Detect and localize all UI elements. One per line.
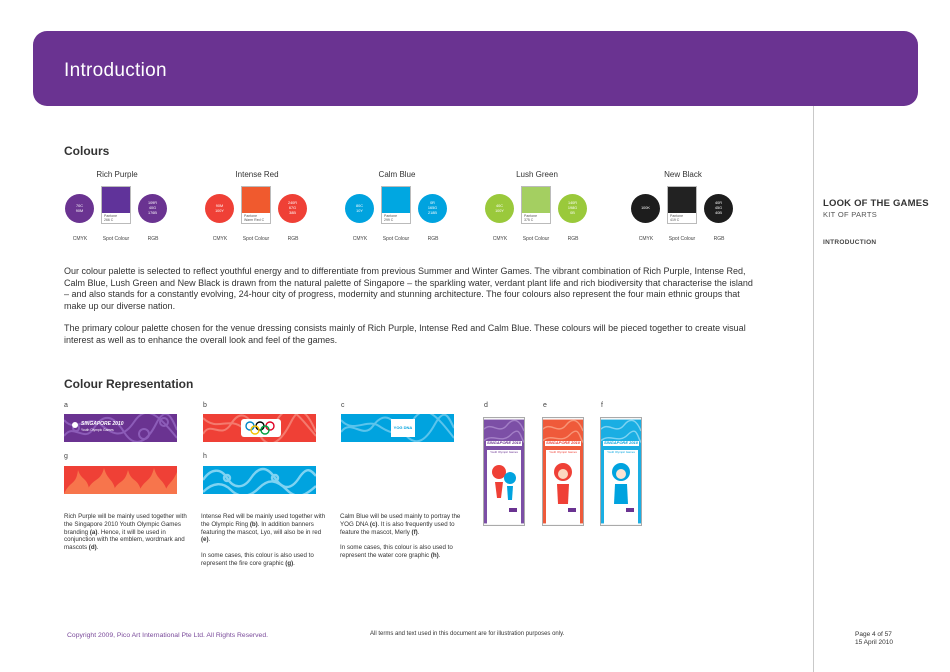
blue-yog-dna-banner <box>341 414 454 442</box>
purple-mascot-banner <box>483 417 525 526</box>
rgb-label: RGB <box>567 236 579 242</box>
red-olympic-rings-banner <box>203 414 316 442</box>
page-number: Page 4 of 57 <box>855 631 892 638</box>
document-date: 15 April 2010 <box>855 639 893 646</box>
colour-name: Intense Red <box>235 170 279 179</box>
rgb-label: RGB <box>147 236 159 242</box>
vertical-banner-d-title: SINGAPORE 2010 <box>486 440 521 445</box>
colour-representation-heading: Colour Representation <box>64 377 194 391</box>
colour-group-calm-blue <box>345 170 465 245</box>
rgb-circle: 0R 165G 218B <box>418 194 447 223</box>
caption-intense-red: Intense Red will be mainly used together with the Olympic Ring (b). In addition banners featuring the mascot, Lyo, will also be in red (e). In some cases, this colour is also used to represent the fire core graphic (g). <box>201 513 326 567</box>
colour-name: Rich Purple <box>96 170 138 179</box>
colour-group-intense-red <box>205 170 325 245</box>
pantone-label: Pantone Warm Red C <box>244 214 265 223</box>
cmyk-label: CMYK <box>638 236 654 242</box>
rgb-circle: 240R 67G 38B <box>278 194 307 223</box>
sidebar-subtitle: KIT OF PARTS <box>823 210 878 219</box>
spot-colour-swatch <box>241 186 271 224</box>
caption-calm-blue: Calm Blue will be used mainly to portray the YOG DNA (c). It is also frequently used to feature the mascot, Merly (f). In some cases, this colour is also used to represent the water core graphic (h). <box>340 513 461 559</box>
cmyk-circle: 70C 90M <box>65 194 94 223</box>
cmyk-label: CMYK <box>352 236 368 242</box>
rgb-circle: 109R 40G 176B <box>138 194 167 223</box>
merly-mascot-icon <box>604 454 638 524</box>
colours-heading: Colours <box>64 144 110 158</box>
spot-colour-label: Spot Colour <box>102 236 130 242</box>
swatch-fill <box>668 187 696 213</box>
swatch-fill <box>242 187 270 213</box>
caption-rich-purple: Rich Purple will be mainly used together with the Singapore 2010 Youth Olympic Games branding (a). Hence, it will be used in conjunction with the emblem, wordmark and mascots (d). <box>64 513 187 552</box>
blue-mascot-banner <box>600 417 642 526</box>
spot-colour-swatch <box>667 186 697 224</box>
mascot-icon <box>487 454 521 524</box>
page-title: Introduction <box>64 60 167 81</box>
label-c: c <box>341 402 345 409</box>
cmyk-circle: 40C 100Y <box>485 194 514 223</box>
fire-core-graphic <box>64 466 177 494</box>
banner-a-wordmark: SINGAPORE 2010 <box>81 421 124 427</box>
header-bar <box>33 31 918 106</box>
label-f: f <box>601 402 603 409</box>
cmyk-circle: 80C 10Y <box>345 194 374 223</box>
label-g: g <box>64 453 68 460</box>
label-a: a <box>64 402 68 409</box>
cmyk-label: CMYK <box>212 236 228 242</box>
banner-a-subtitle: Youth Olympic Games <box>81 428 114 432</box>
pantone-label: Pantone 375 C <box>524 214 538 223</box>
label-b: b <box>203 402 207 409</box>
water-core-graphic <box>203 466 316 494</box>
rgb-label: RGB <box>287 236 299 242</box>
vertical-banner-d-subtitle: Youth Olympic Games <box>490 450 518 454</box>
vertical-banner-f-subtitle: Youth Olympic Games <box>607 450 635 454</box>
vertical-banner-f-title: SINGAPORE 2010 <box>603 440 638 445</box>
colour-name: Calm Blue <box>378 170 416 179</box>
cmyk-label: CMYK <box>72 236 88 242</box>
swatch-fill <box>522 187 550 213</box>
mascot-card-f <box>604 450 638 524</box>
lyo-mascot-icon <box>546 454 580 524</box>
label-e: e <box>543 402 547 409</box>
colour-group-rich-purple <box>65 170 185 245</box>
red-mascot-banner <box>542 417 584 526</box>
intro-paragraph: Our colour palette is selected to reflect youthful energy and to differentiate from previous Summer and Winter Games. The vibrant combination of Rich Purple, Intense Red, Calm Blue, Lush Green and New Black is drawn from the natural palette of Singapore – the sparkling water, verdant plant life and rich biodiversity that characterise the island – and also stands for a constantly evolving, 24-hour city of progress, modernity and stunning architecture. The four colours also represent the four main ethnic groups that make up our diverse nation. <box>64 266 753 311</box>
spot-colour-label: Spot Colour <box>522 236 550 242</box>
label-d: d <box>484 402 488 409</box>
spot-colour-swatch <box>101 186 131 224</box>
colour-name: New Black <box>664 170 702 179</box>
vertical-banner-e-title: SINGAPORE 2010 <box>545 440 580 445</box>
spot-colour-label: Spot Colour <box>668 236 696 242</box>
red-swirl-pattern <box>203 414 316 442</box>
mascot-card-e <box>546 450 580 524</box>
pantone-label: Pantone 266 C <box>104 214 118 223</box>
rgb-circle: 140R 198G 0B <box>558 194 587 223</box>
purple-branding-banner <box>64 414 177 442</box>
page-info <box>855 631 893 647</box>
pantone-label: Pantone 299 C <box>384 214 398 223</box>
cmyk-circle: 100K <box>631 194 660 223</box>
pantone-label: Pantone 419 C <box>670 214 684 223</box>
spot-colour-label: Spot Colour <box>382 236 410 242</box>
rgb-label: RGB <box>427 236 439 242</box>
spot-colour-swatch <box>521 186 551 224</box>
sidebar-divider <box>813 106 814 672</box>
colour-group-lush-green <box>485 170 605 245</box>
disclaimer-text: All terms and text used in this document are for illustration purposes only. <box>370 631 565 637</box>
cmyk-circle: 90M 100Y <box>205 194 234 223</box>
label-h: h <box>203 453 207 460</box>
colour-group-new-black <box>631 170 751 245</box>
sidebar-section-label: INTRODUCTION <box>823 239 877 246</box>
colour-name: Lush Green <box>516 170 558 179</box>
vertical-banner-e-subtitle: Youth Olympic Games <box>549 450 577 454</box>
venue-paragraph: The primary colour palette chosen for the venue dressing consists mainly of Rich Purple, Intense Red and Calm Blue. These colours will be pieced together to create visual interest as well as to enhance the overall look and feel of the games. <box>64 323 746 345</box>
copyright-notice: Copyright 2009, Pico Art International Pte Ltd. All Rights Reserved. <box>67 632 268 639</box>
emblem-icon <box>72 422 78 428</box>
fire-pattern <box>64 466 177 494</box>
cmyk-label: CMYK <box>492 236 508 242</box>
rgb-label: RGB <box>713 236 725 242</box>
water-pattern <box>203 466 316 494</box>
rgb-circle: 40R 45G 40B <box>704 194 733 223</box>
banner-c-logo-text: YOG DNA <box>393 425 413 430</box>
swatch-fill <box>102 187 130 213</box>
sidebar-title: LOOK OF THE GAMES <box>823 198 929 209</box>
spot-colour-label: Spot Colour <box>242 236 270 242</box>
swatch-fill <box>382 187 410 213</box>
spot-colour-swatch <box>381 186 411 224</box>
mascot-card-d <box>487 450 521 524</box>
